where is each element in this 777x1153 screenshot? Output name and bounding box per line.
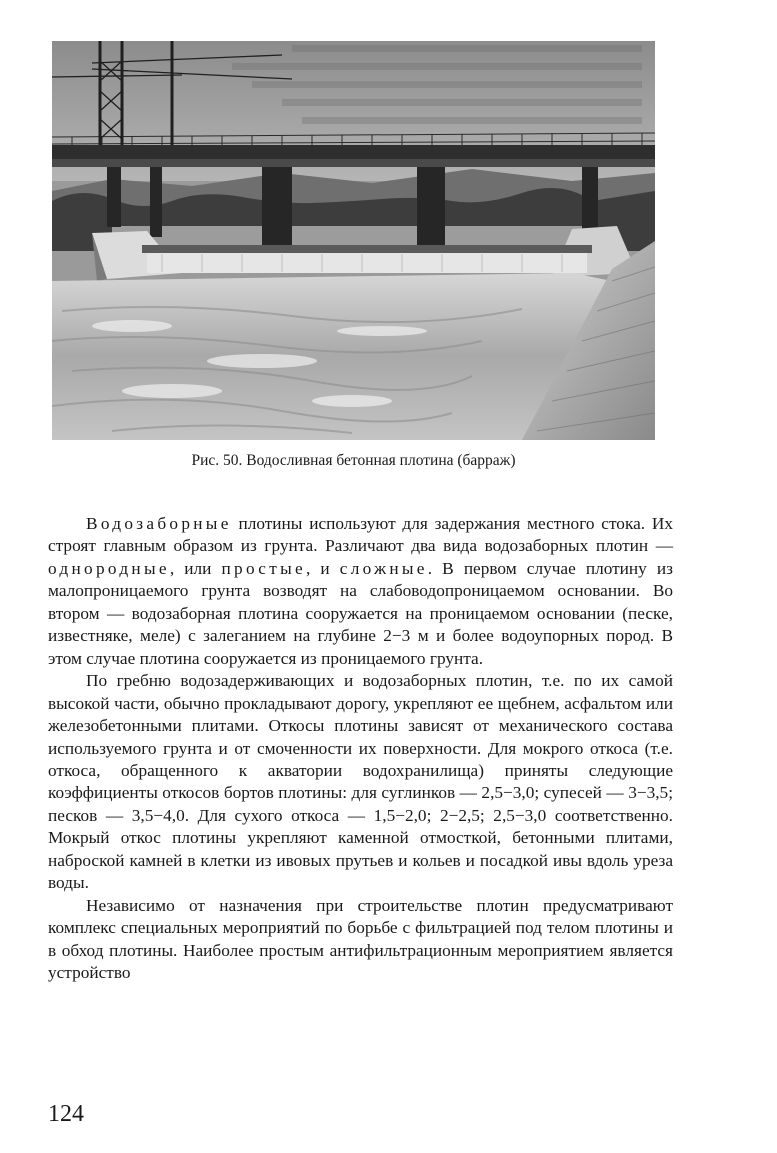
text-run: , и — [305, 558, 340, 578]
text-run: По гребню водозадерживающих и водозаборных плотин, т.е. по их самой высокой части, обычно прокладывают дорогу, укрепляют ее щебнем, асфальтом или железобетонными плитами. Откосы плотины зависят от механического состава используемого грунта и от смоченности их поверхности. Для мокрого откоса (т.е. откоса, обращенного к акватории водохранилища) приняты следующие коэффициенты откосов бортов плотины: для суглинков — 2,5−3,0; супесей — 3−3,5; песков — 3,5−4,0. Для сухого откоса — 1,5−2,0; 2−2,5; 2,5−3,0 соответственно. Мокрый откос плотины укрепляют каменной отмосткой, бетонными плитами, наброской камней в клетки из ивовых прутьев и кольев и посадкой ивы вдоль уреза воды. — [48, 671, 673, 893]
text-run: . В первом случае плотину из малопроницаемого грунта возводят на слабоводопроницаемом основании. Во втором — водозаборная плотина сооружается на проницаемом основании (песке, известняке, меле) с залеганием на глубине 2−3 м и более водоупорных пород. В этом случае плотина сооружается из проницаемого грунта. — [48, 558, 674, 668]
text-run: плотины используют для задержания местного стока. Их строят главным образом из грунта. Различают два вида водозаборных плотин — — [48, 514, 673, 556]
paragraph-2 — [48, 670, 673, 895]
dam-photograph — [52, 41, 655, 440]
term-slozhnye: сложные — [339, 558, 428, 578]
body-text — [48, 513, 673, 985]
text-run: , или — [169, 558, 222, 578]
term-odnorodnye: однородные — [48, 558, 170, 578]
figure-caption: Рис. 50. Водосливная бетонная плотина (барраж) — [191, 452, 516, 469]
page-number: 124 — [48, 1101, 84, 1127]
paragraph-3 — [48, 895, 673, 985]
dam-photograph-illustration — [52, 41, 655, 440]
term-prostye: простые — [221, 558, 306, 578]
text-run: Независимо от назначения при строительстве плотин предусматривают комплекс специальных мероприятий по борьбе с фильтрацией под телом плотины и в обход плотины. Наиболее простым антифильтрационным мероприятием является устройство — [48, 895, 673, 983]
term-vodozabornye: Водозаборные — [86, 514, 232, 533]
paragraph-1 — [48, 513, 673, 670]
